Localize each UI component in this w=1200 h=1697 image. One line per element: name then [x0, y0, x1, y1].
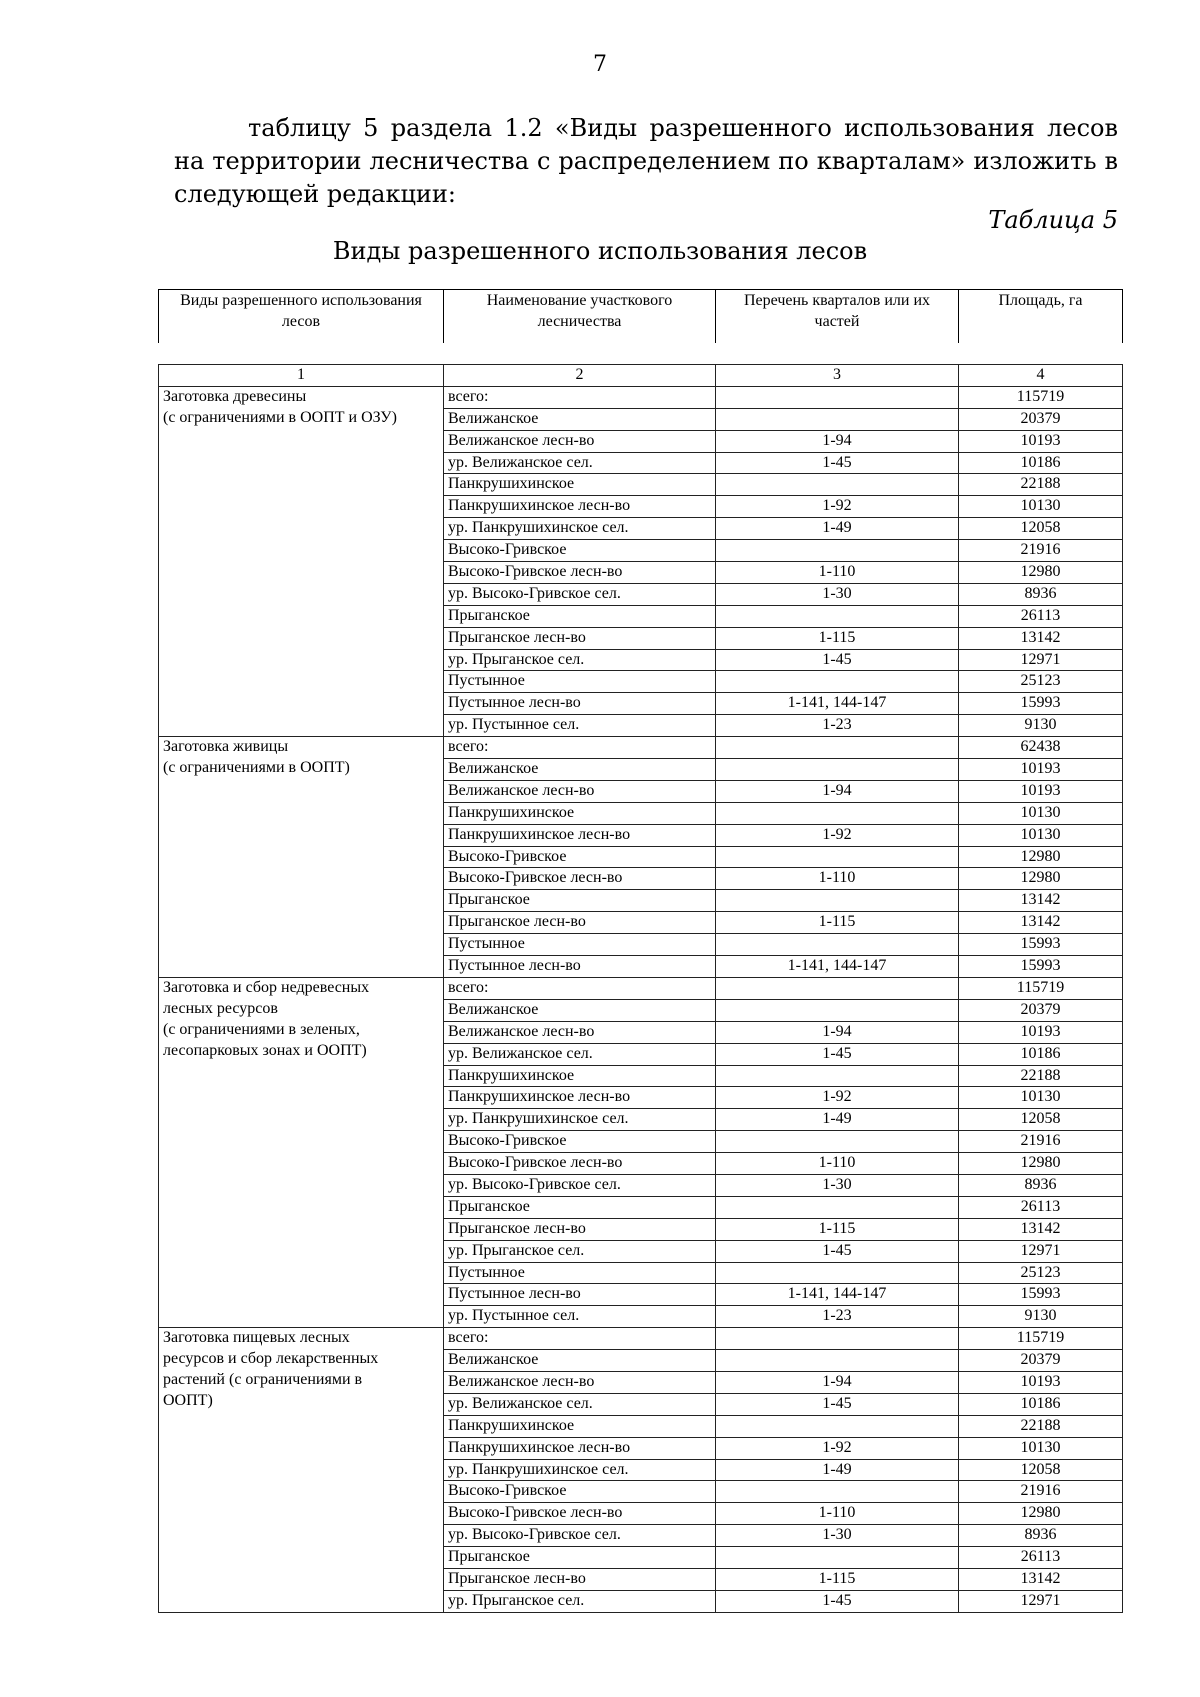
use-type-line: Заготовка и сбор недревесных	[163, 978, 370, 996]
area-cell: 10130	[959, 824, 1123, 846]
quarters-cell: 1-49	[716, 1109, 959, 1131]
table-row	[159, 1262, 1123, 1284]
area-cell: 12980	[959, 868, 1123, 890]
quarters-cell: 1-92	[716, 1087, 959, 1109]
use-type-line: (с ограничениями в ООПТ)	[163, 759, 350, 777]
area-cell: 10130	[959, 496, 1123, 518]
use-type-cell	[159, 474, 444, 496]
area-cell: 10130	[959, 1087, 1123, 1109]
table-row	[159, 562, 1123, 584]
area-cell: 12058	[959, 518, 1123, 540]
use-type-cell	[159, 1174, 444, 1196]
area-cell: 8936	[959, 1174, 1123, 1196]
table-row	[159, 693, 1123, 715]
table-row	[159, 1568, 1123, 1590]
forestry-name-cell: Высоко-Гривское лесн-во	[444, 868, 716, 890]
use-type-cell	[159, 1065, 444, 1087]
area-cell: 20379	[959, 1350, 1123, 1372]
column-number: 4	[959, 365, 1123, 387]
header-quarters: Перечень кварталов или их частей	[716, 290, 959, 344]
table-title: Виды разрешенного использования лесов	[332, 237, 868, 265]
forestry-name-cell: ур. Велижанское сел.	[444, 1043, 716, 1065]
forestry-name-cell: Велижанское	[444, 759, 716, 781]
use-type-cell	[159, 956, 444, 978]
table-row	[159, 627, 1123, 649]
quarters-cell: 1-94	[716, 780, 959, 802]
forestry-name-cell: Прыганское	[444, 1547, 716, 1569]
use-type-cell	[159, 846, 444, 868]
area-cell: 26113	[959, 1196, 1123, 1218]
area-cell: 10130	[959, 1437, 1123, 1459]
table-row	[159, 1459, 1123, 1481]
table-row	[159, 1481, 1123, 1503]
table-row	[159, 496, 1123, 518]
area-cell: 10130	[959, 802, 1123, 824]
quarters-cell: 1-141, 144-147	[716, 956, 959, 978]
area-cell: 9130	[959, 715, 1123, 737]
quarters-cell	[716, 737, 959, 759]
quarters-cell: 1-30	[716, 583, 959, 605]
use-type-cell	[159, 1328, 444, 1409]
area-cell: 10186	[959, 1393, 1123, 1415]
forestry-name-cell: ур. Высоко-Гривское сел.	[444, 1525, 716, 1547]
area-cell: 15993	[959, 1284, 1123, 1306]
forestry-name-cell: Пустынное	[444, 1262, 716, 1284]
area-cell: 10186	[959, 1043, 1123, 1065]
quarters-cell	[716, 474, 959, 496]
forestry-name-cell: ур. Пустынное сел.	[444, 1306, 716, 1328]
area-cell: 21916	[959, 540, 1123, 562]
use-type-cell	[159, 1284, 444, 1306]
quarters-cell: 1-110	[716, 562, 959, 584]
area-cell: 13142	[959, 1568, 1123, 1590]
table-row	[159, 1328, 1123, 1350]
quarters-cell: 1-23	[716, 715, 959, 737]
area-cell: 9130	[959, 1306, 1123, 1328]
table-row	[159, 780, 1123, 802]
area-cell: 12980	[959, 1503, 1123, 1525]
forestry-name-cell: Прыганское	[444, 890, 716, 912]
area-cell: 15993	[959, 956, 1123, 978]
forestry-name-cell: Высоко-Гривское	[444, 1481, 716, 1503]
header-area: Площадь, га	[959, 290, 1123, 344]
column-number: 1	[159, 365, 444, 387]
use-type-cell	[159, 1590, 444, 1612]
table-row	[159, 1590, 1123, 1612]
use-type-cell	[159, 1437, 444, 1459]
forestry-name-cell: Велижанское лесн-во	[444, 1021, 716, 1043]
quarters-cell: 1-45	[716, 649, 959, 671]
table-row	[159, 430, 1123, 452]
use-type-cell	[159, 1415, 444, 1437]
forestry-name-cell: Прыганское лесн-во	[444, 627, 716, 649]
quarters-cell: 1-45	[716, 1043, 959, 1065]
table-row	[159, 1196, 1123, 1218]
area-cell: 25123	[959, 671, 1123, 693]
area-cell: 10193	[959, 780, 1123, 802]
table-label: Таблица 5	[988, 206, 1118, 234]
use-type-cell	[159, 1568, 444, 1590]
forestry-name-cell: Велижанское	[444, 1350, 716, 1372]
use-type-cell	[159, 1240, 444, 1262]
table-row	[159, 386, 1123, 408]
forestry-name-cell: Пустынное	[444, 671, 716, 693]
quarters-cell	[716, 1196, 959, 1218]
quarters-cell	[716, 977, 959, 999]
quarters-cell: 1-110	[716, 1503, 959, 1525]
quarters-cell	[716, 1481, 959, 1503]
quarters-cell: 1-49	[716, 518, 959, 540]
quarters-cell	[716, 1328, 959, 1350]
area-cell: 12971	[959, 1590, 1123, 1612]
forestry-name-cell: ур. Прыганское сел.	[444, 1590, 716, 1612]
table-row	[159, 474, 1123, 496]
forestry-name-cell: Велижанское	[444, 999, 716, 1021]
use-type-line: лесопарковых зонах и ООПТ)	[163, 1041, 367, 1059]
forestry-name-cell: Высоко-Гривское	[444, 1131, 716, 1153]
use-type-cell	[159, 715, 444, 737]
quarters-cell	[716, 408, 959, 430]
forestry-name-cell: всего:	[444, 1328, 716, 1350]
forestry-name-cell: Пустынное лесн-во	[444, 1284, 716, 1306]
quarters-cell: 1-92	[716, 1437, 959, 1459]
forestry-name-cell: Пустынное лесн-во	[444, 693, 716, 715]
quarters-cell: 1-92	[716, 824, 959, 846]
quarters-cell	[716, 1350, 959, 1372]
use-type-line: Заготовка пищевых лесных	[163, 1329, 350, 1347]
quarters-cell: 1-23	[716, 1306, 959, 1328]
area-cell: 22188	[959, 1415, 1123, 1437]
table-row	[159, 868, 1123, 890]
quarters-cell	[716, 386, 959, 408]
forestry-name-cell: ур. Прыганское сел.	[444, 1240, 716, 1262]
area-cell: 10193	[959, 759, 1123, 781]
quarters-cell	[716, 999, 959, 1021]
area-cell: 13142	[959, 1218, 1123, 1240]
forestry-name-cell: Панкрушихинское лесн-во	[444, 824, 716, 846]
forestry-name-cell: Панкрушихинское	[444, 802, 716, 824]
table-row	[159, 583, 1123, 605]
quarters-cell: 1-49	[716, 1459, 959, 1481]
table-row	[159, 934, 1123, 956]
forestry-name-cell: Прыганское лесн-во	[444, 1218, 716, 1240]
column-number: 3	[716, 365, 959, 387]
area-cell: 13142	[959, 627, 1123, 649]
forestry-name-cell: Панкрушихинское лесн-во	[444, 1087, 716, 1109]
use-type-cell	[159, 1503, 444, 1525]
area-cell: 8936	[959, 583, 1123, 605]
quarters-cell: 1-94	[716, 1021, 959, 1043]
table-row	[159, 1284, 1123, 1306]
area-cell: 10193	[959, 1371, 1123, 1393]
use-type-cell	[159, 1196, 444, 1218]
forestry-name-cell: Велижанское	[444, 408, 716, 430]
table-row	[159, 649, 1123, 671]
forestry-name-cell: Велижанское лесн-во	[444, 430, 716, 452]
use-type-cell	[159, 452, 444, 474]
area-cell: 8936	[959, 1525, 1123, 1547]
table-row	[159, 1525, 1123, 1547]
quarters-cell: 1-45	[716, 452, 959, 474]
quarters-cell	[716, 759, 959, 781]
use-type-cell	[159, 693, 444, 715]
forestry-name-cell: Высоко-Гривское	[444, 540, 716, 562]
use-type-cell	[159, 540, 444, 562]
use-type-cell	[159, 562, 444, 584]
quarters-cell	[716, 1547, 959, 1569]
use-type-cell	[159, 912, 444, 934]
area-cell: 115719	[959, 977, 1123, 999]
table-row	[159, 1153, 1123, 1175]
table-row	[159, 671, 1123, 693]
table-row	[159, 1240, 1123, 1262]
header-forestry-name: Наименование участкового лесничества	[444, 290, 716, 344]
forestry-name-cell: Панкрушихинское лесн-во	[444, 496, 716, 518]
use-type-cell	[159, 430, 444, 452]
use-type-cell	[159, 1109, 444, 1131]
table-row	[159, 452, 1123, 474]
area-cell: 26113	[959, 1547, 1123, 1569]
quarters-cell: 1-45	[716, 1240, 959, 1262]
use-type-cell	[159, 1525, 444, 1547]
forestry-name-cell: Панкрушихинское лесн-во	[444, 1437, 716, 1459]
table-row	[159, 824, 1123, 846]
forestry-name-cell: Высоко-Гривское	[444, 846, 716, 868]
table-header	[158, 289, 1123, 343]
area-cell: 20379	[959, 408, 1123, 430]
quarters-cell: 1-115	[716, 627, 959, 649]
area-cell: 62438	[959, 737, 1123, 759]
area-cell: 12980	[959, 846, 1123, 868]
quarters-cell: 1-45	[716, 1590, 959, 1612]
quarters-cell	[716, 540, 959, 562]
use-type-cell	[159, 737, 444, 777]
column-number: 2	[444, 365, 716, 387]
area-cell: 21916	[959, 1131, 1123, 1153]
area-cell: 26113	[959, 605, 1123, 627]
use-type-line: (с ограничениями в ООПТ и ОЗУ)	[163, 408, 397, 426]
table-row	[159, 1087, 1123, 1109]
forestry-name-cell: всего:	[444, 386, 716, 408]
area-cell: 13142	[959, 912, 1123, 934]
forest-use-table	[158, 364, 1123, 1613]
quarters-cell: 1-141, 144-147	[716, 693, 959, 715]
table-row	[159, 540, 1123, 562]
area-cell: 12058	[959, 1109, 1123, 1131]
forestry-name-cell: Высоко-Гривское лесн-во	[444, 1153, 716, 1175]
quarters-cell	[716, 1065, 959, 1087]
table-row	[159, 1306, 1123, 1328]
use-type-cell	[159, 1547, 444, 1569]
quarters-cell: 1-110	[716, 1153, 959, 1175]
forestry-name-cell: всего:	[444, 977, 716, 999]
use-type-line: ресурсов и сбор лекарственных	[163, 1350, 379, 1368]
table-row	[159, 605, 1123, 627]
use-type-cell	[159, 824, 444, 846]
table-row	[159, 977, 1123, 999]
use-type-cell	[159, 605, 444, 627]
area-cell: 15993	[959, 934, 1123, 956]
table-row	[159, 737, 1123, 759]
quarters-cell: 1-141, 144-147	[716, 1284, 959, 1306]
area-cell: 25123	[959, 1262, 1123, 1284]
area-cell: 12980	[959, 562, 1123, 584]
use-type-line: растений (с ограничениями в	[163, 1371, 363, 1388]
forestry-name-cell: Высоко-Гривское лесн-во	[444, 562, 716, 584]
area-cell: 10193	[959, 430, 1123, 452]
use-type-line: ООПТ)	[163, 1391, 213, 1409]
use-type-cell	[159, 802, 444, 824]
forestry-name-cell: ур. Панкрушихинское сел.	[444, 518, 716, 540]
use-type-cell	[159, 583, 444, 605]
forestry-name-cell: ур. Высоко-Гривское сел.	[444, 1174, 716, 1196]
use-type-cell	[159, 934, 444, 956]
area-cell: 13142	[959, 890, 1123, 912]
use-type-cell	[159, 890, 444, 912]
use-type-line: (с ограничениями в зеленых,	[163, 1020, 360, 1038]
table-row	[159, 956, 1123, 978]
area-cell: 115719	[959, 1328, 1123, 1350]
table-row	[159, 1131, 1123, 1153]
quarters-cell: 1-45	[716, 1393, 959, 1415]
use-type-cell	[159, 1481, 444, 1503]
forestry-name-cell: ур. Высоко-Гривское сел.	[444, 583, 716, 605]
quarters-cell: 1-115	[716, 912, 959, 934]
use-type-cell	[159, 627, 444, 649]
forestry-name-cell: Прыганское лесн-во	[444, 912, 716, 934]
quarters-cell: 1-110	[716, 868, 959, 890]
use-type-cell	[159, 386, 444, 426]
area-cell: 10193	[959, 1021, 1123, 1043]
area-cell: 115719	[959, 386, 1123, 408]
table-row	[159, 890, 1123, 912]
use-type-cell	[159, 496, 444, 518]
forestry-name-cell: ур. Панкрушихинское сел.	[444, 1109, 716, 1131]
quarters-cell: 1-94	[716, 1371, 959, 1393]
quarters-cell	[716, 605, 959, 627]
table-row	[159, 1547, 1123, 1569]
area-cell: 22188	[959, 1065, 1123, 1087]
quarters-cell	[716, 1415, 959, 1437]
area-cell: 12971	[959, 649, 1123, 671]
intro-paragraph: таблицу 5 раздела 1.2 «Виды разрешенного использования лесов на территории лесничества с распределением по кварталам» изложить в следующей редакции:	[174, 114, 1118, 208]
table-row	[159, 1174, 1123, 1196]
forestry-name-cell: ур. Пустынное сел.	[444, 715, 716, 737]
use-type-cell	[159, 518, 444, 540]
use-type-cell	[159, 1153, 444, 1175]
use-type-cell	[159, 868, 444, 890]
column-number-row	[159, 365, 1123, 387]
area-cell: 12058	[959, 1459, 1123, 1481]
table-row	[159, 715, 1123, 737]
forestry-name-cell: Пустынное лесн-во	[444, 956, 716, 978]
header-use-type: Виды разрешенного использования лесов	[159, 290, 444, 344]
use-type-cell	[159, 649, 444, 671]
area-cell: 12971	[959, 1240, 1123, 1262]
use-type-cell	[159, 1459, 444, 1481]
use-type-cell	[159, 671, 444, 693]
table-row	[159, 1415, 1123, 1437]
quarters-cell: 1-115	[716, 1568, 959, 1590]
quarters-cell	[716, 934, 959, 956]
use-type-cell	[159, 780, 444, 802]
quarters-cell	[716, 802, 959, 824]
use-type-cell	[159, 1087, 444, 1109]
table-row	[159, 912, 1123, 934]
quarters-cell: 1-92	[716, 496, 959, 518]
quarters-cell	[716, 890, 959, 912]
use-type-cell	[159, 1131, 444, 1153]
quarters-cell: 1-94	[716, 430, 959, 452]
forestry-name-cell: ур. Велижанское сел.	[444, 452, 716, 474]
use-type-line: Заготовка живицы	[163, 738, 289, 756]
forestry-name-cell: ур. Велижанское сел.	[444, 1393, 716, 1415]
area-cell: 12980	[959, 1153, 1123, 1175]
forestry-name-cell: ур. Панкрушихинское сел.	[444, 1459, 716, 1481]
forestry-name-cell: Прыганское	[444, 605, 716, 627]
table-row	[159, 518, 1123, 540]
quarters-cell	[716, 1131, 959, 1153]
area-cell: 15993	[959, 693, 1123, 715]
forestry-name-cell: Панкрушихинское	[444, 1065, 716, 1087]
table-row	[159, 1503, 1123, 1525]
area-cell: 22188	[959, 474, 1123, 496]
table-row	[159, 1437, 1123, 1459]
forestry-name-cell: Высоко-Гривское лесн-во	[444, 1503, 716, 1525]
forestry-name-cell: Прыганское лесн-во	[444, 1568, 716, 1590]
area-cell: 21916	[959, 1481, 1123, 1503]
quarters-cell	[716, 846, 959, 868]
quarters-cell: 1-115	[716, 1218, 959, 1240]
quarters-cell: 1-30	[716, 1174, 959, 1196]
use-type-cell	[159, 1218, 444, 1240]
page-number: 7	[593, 52, 607, 77]
use-type-cell	[159, 1262, 444, 1284]
table-row	[159, 1218, 1123, 1240]
forestry-name-cell: Пустынное	[444, 934, 716, 956]
table-row	[159, 802, 1123, 824]
forestry-name-cell: Панкрушихинское	[444, 474, 716, 496]
quarters-cell	[716, 1262, 959, 1284]
table-row	[159, 846, 1123, 868]
use-type-cell	[159, 1306, 444, 1328]
use-type-cell	[159, 977, 444, 1059]
forestry-name-cell: Прыганское	[444, 1196, 716, 1218]
forestry-name-cell: Велижанское лесн-во	[444, 1371, 716, 1393]
forestry-name-cell: Велижанское лесн-во	[444, 780, 716, 802]
forestry-name-cell: всего:	[444, 737, 716, 759]
forestry-name-cell: ур. Прыганское сел.	[444, 649, 716, 671]
forestry-name-cell: Панкрушихинское	[444, 1415, 716, 1437]
table-row	[159, 1065, 1123, 1087]
use-type-line: Заготовка древесины	[163, 387, 307, 405]
quarters-cell	[716, 671, 959, 693]
area-cell: 20379	[959, 999, 1123, 1021]
use-type-line: лесных ресурсов	[163, 999, 278, 1017]
area-cell: 10186	[959, 452, 1123, 474]
table-row	[159, 1109, 1123, 1131]
quarters-cell: 1-30	[716, 1525, 959, 1547]
